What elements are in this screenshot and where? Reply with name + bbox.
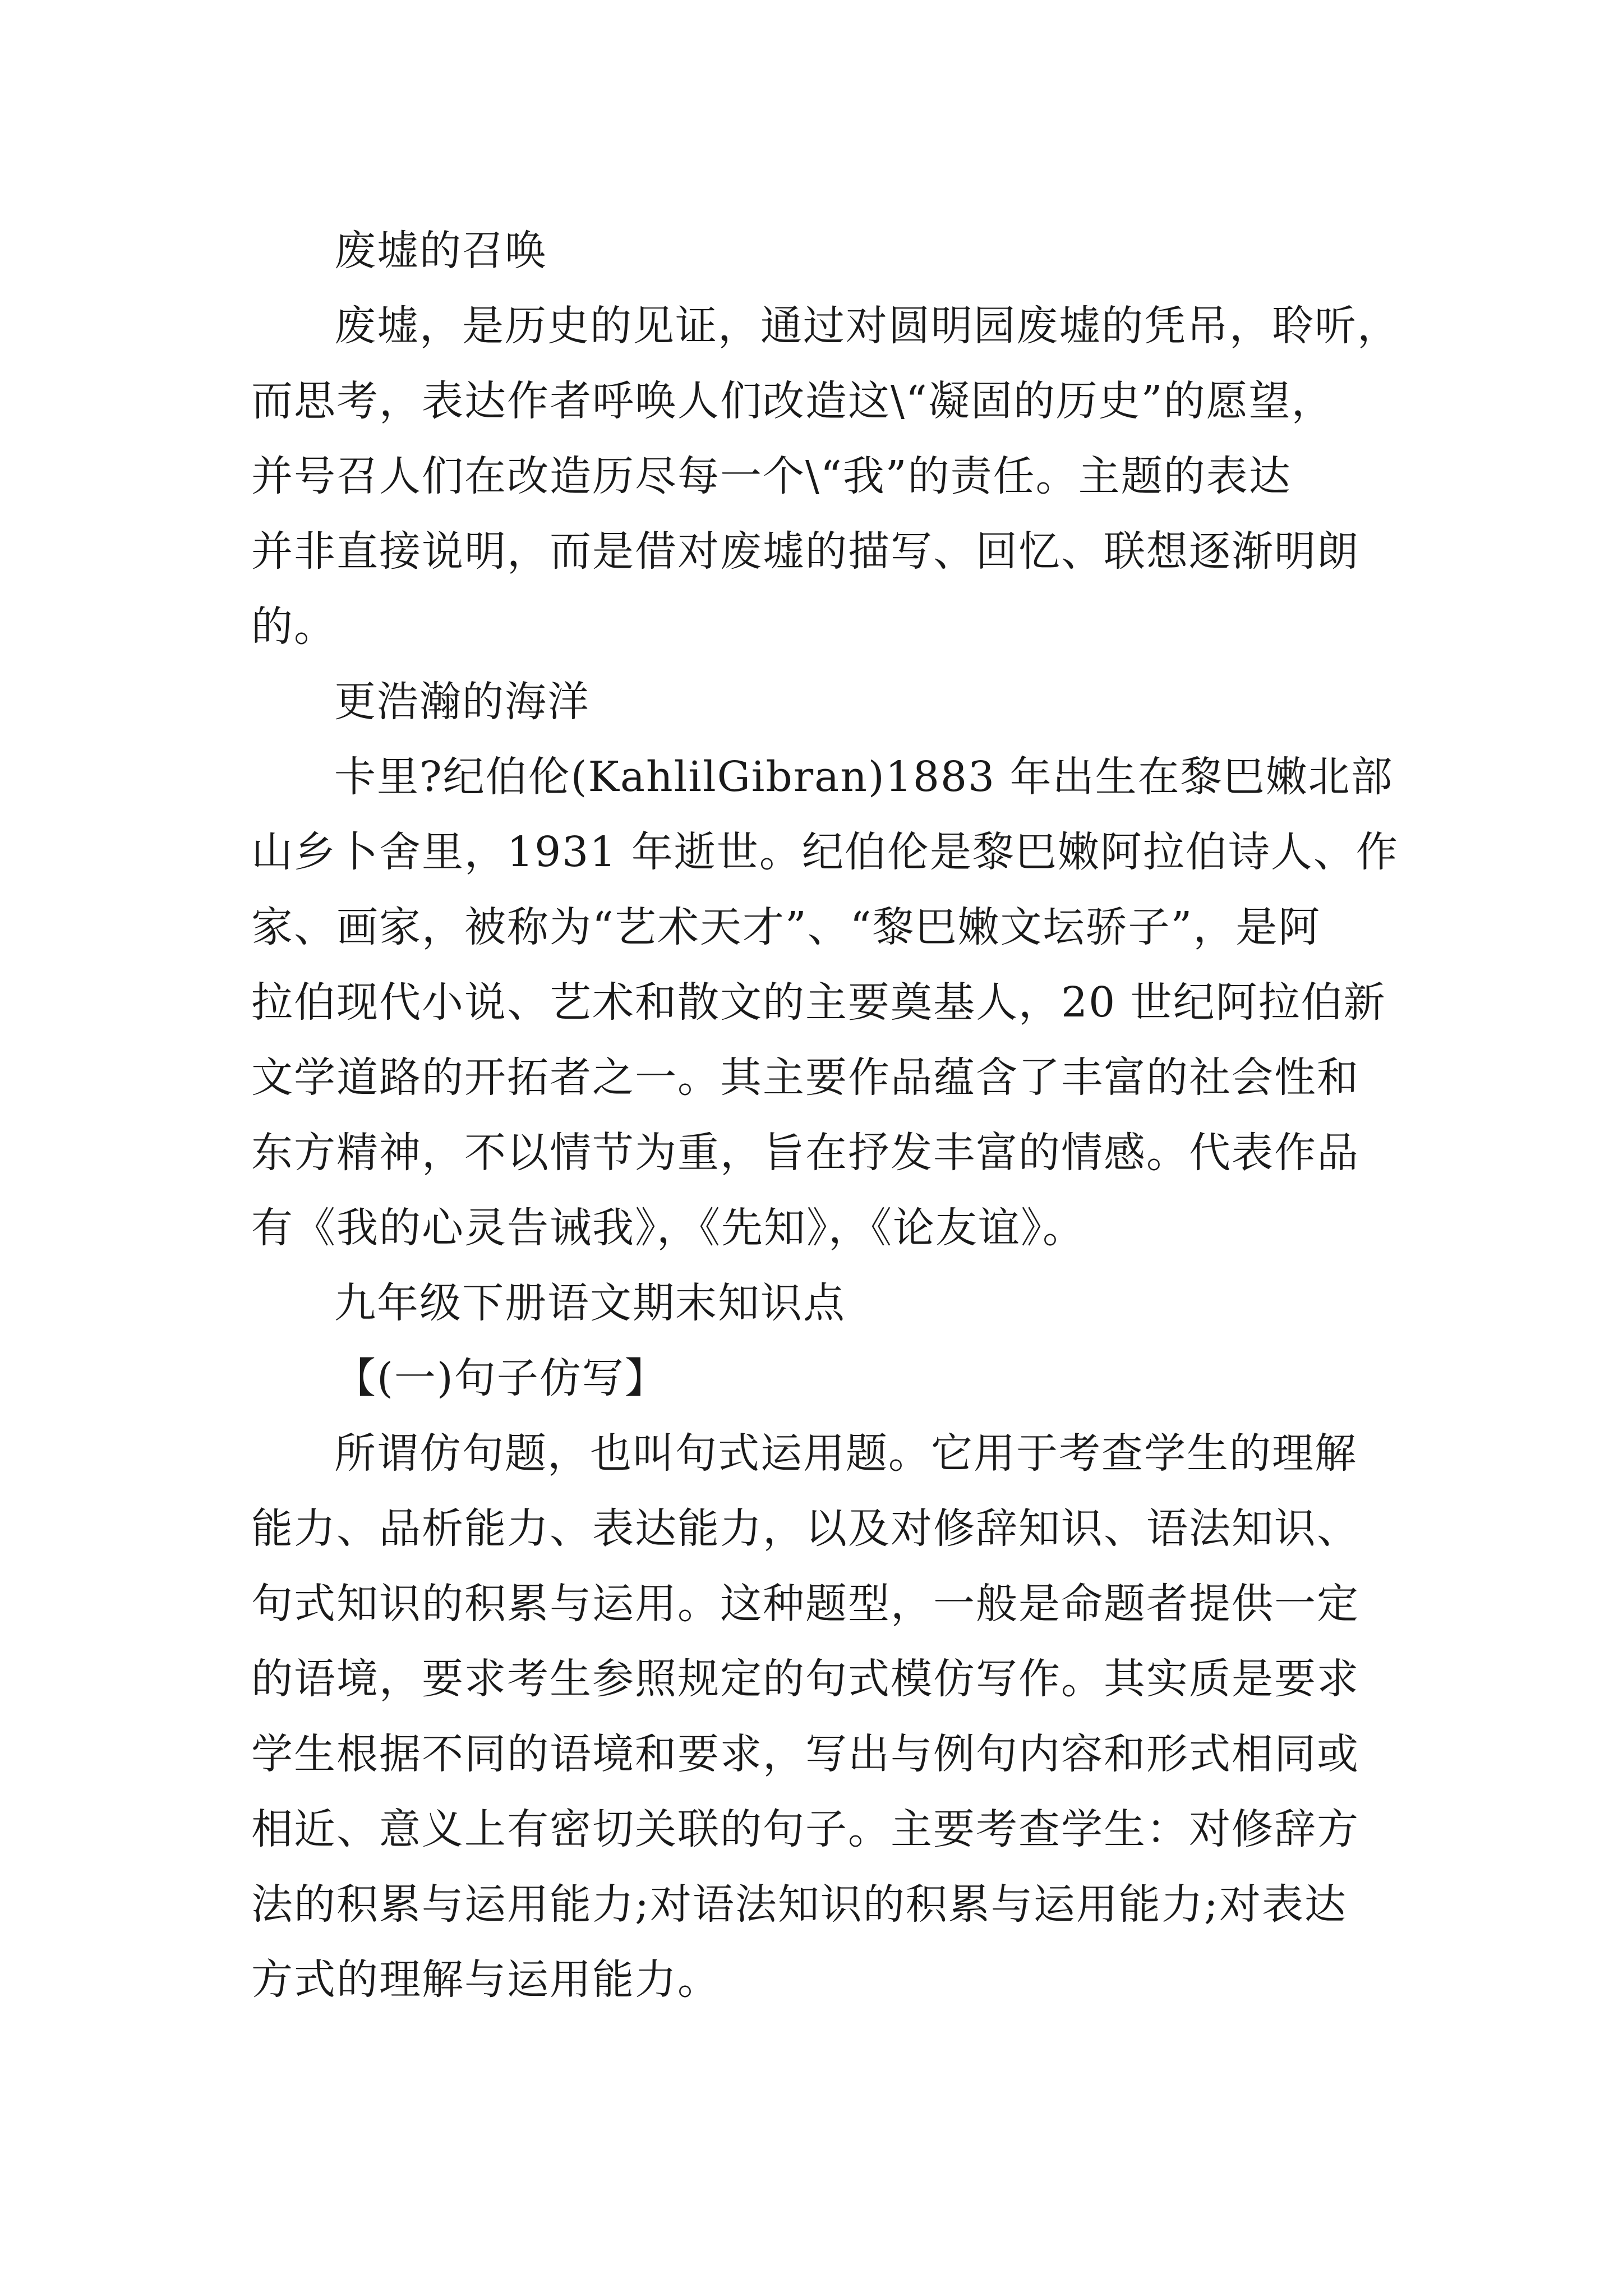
paragraph-line: 而思考，表达作者呼唤人们改造这\“凝固的历史”的愿望， xyxy=(251,377,1334,425)
paragraph-line: 山乡卜舍里，1931 年逝世。纪伯伦是黎巴嫩阿拉伯诗人、作 xyxy=(251,828,1399,876)
paragraph-line: 东方精神，不以情节为重，旨在抒发丰富的情感。代表作品 xyxy=(251,1129,1359,1177)
section-heading: 更浩瀚的海洋 xyxy=(334,678,590,726)
section-heading: 九年级下册语文期末知识点 xyxy=(334,1279,846,1327)
paragraph-line: 句式知识的积累与运用。这种题型，一般是命题者提供一定 xyxy=(251,1580,1359,1628)
paragraph-line: 方式的理解与运用能力。 xyxy=(251,1955,720,2004)
paragraph-line: 的。 xyxy=(251,602,336,651)
paragraph-line: 有《我的心灵告诫我》，《先知》，《论友谊》。 xyxy=(251,1204,1085,1252)
paragraph-line: 卡里?纪伯伦(KahlilGibran)1883 年出生在黎巴嫩北部 xyxy=(334,753,1394,801)
paragraph-line: 的语境，要求考生参照规定的句式模仿写作。其实质是要求 xyxy=(251,1655,1359,1703)
paragraph-line: 法的积累与运用能力;对语法知识的积累与运用能力;对表达 xyxy=(251,1880,1347,1929)
paragraph-line: 相近、意义上有密切关联的句子。主要考查学生：对修辞方 xyxy=(251,1805,1359,1853)
paragraph-line: 并非直接说明，而是借对废墟的描写、回忆、联想逐渐明朗 xyxy=(251,527,1359,576)
paragraph-line: 并号召人们在改造历尽每一个\“我”的责任。主题的表达 xyxy=(251,452,1292,500)
document-body xyxy=(251,213,1400,2017)
paragraph-line: 所谓仿句题，也叫句式运用题。它用于考查学生的理解 xyxy=(334,1429,1357,1478)
paragraph-line: 拉伯现代小说、艺术和散文的主要奠基人，20 世纪阿拉伯新 xyxy=(251,978,1386,1027)
paragraph-line: 学生根据不同的语境和要求，写出与例句内容和形式相同或 xyxy=(251,1730,1359,1778)
paragraph-line: 能力、品析能力、表达能力，以及对修辞知识、语法知识、 xyxy=(251,1504,1359,1553)
paragraph-line: 家、画家，被称为“艺术天才”、“黎巴嫩文坛骄子”，是阿 xyxy=(251,903,1321,951)
subsection-heading: 【(一)句子仿写】 xyxy=(334,1354,667,1402)
paragraph-line: 文学道路的开拓者之一。其主要作品蕴含了丰富的社会性和 xyxy=(251,1053,1359,1102)
section-heading: 废墟的召唤 xyxy=(334,227,547,275)
paragraph-line: 废墟，是历史的见证，通过对圆明园废墟的凭吊，聆听， xyxy=(334,302,1400,350)
